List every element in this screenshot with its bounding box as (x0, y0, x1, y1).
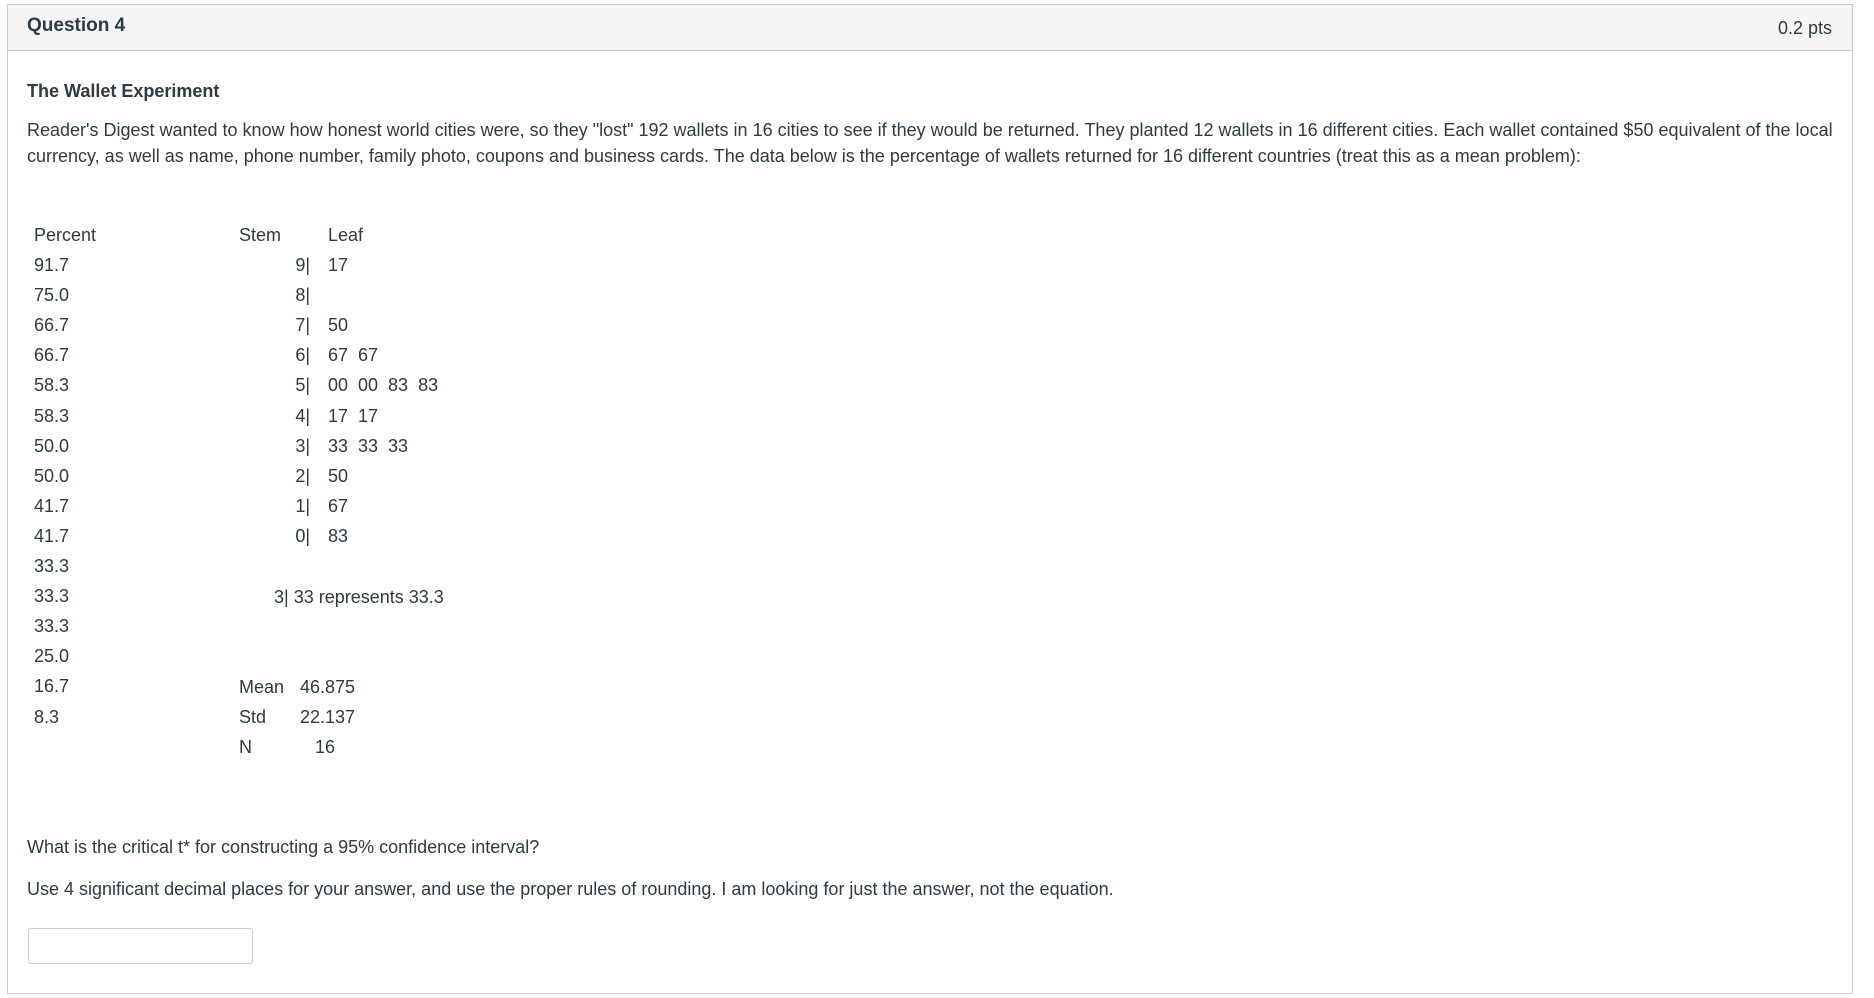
question-name: Question 4 (27, 15, 126, 36)
stem-value: 4| (295, 405, 310, 426)
leaf-header: Leaf (328, 225, 364, 245)
percent-value: 58.3 (34, 405, 70, 426)
percent-value: 75.0 (34, 285, 70, 306)
question-points: 0.2 pts (1777, 18, 1832, 38)
percent-value: 50.0 (34, 435, 70, 456)
percent-value: 41.7 (34, 495, 70, 516)
stem-value: 1| (295, 495, 310, 516)
percent-value: 8.3 (34, 706, 60, 727)
percent-value: 41.7 (34, 525, 70, 546)
percent-value: 33.3 (34, 556, 70, 576)
percent-value: 33.3 (34, 616, 70, 637)
stem-leaf-key: 3| 33 represents 33.3 (274, 587, 444, 607)
question-intro: Reader's Digest wanted to know how honest world cities were, so they "lost" 192 wallets in 16 cities to see if they would be returned. They planted 12 wallets in 16 different cities. Each wallet contained $50 equivalent of the local currency, as well as name, phone number, family photo, coupons and business cards. The data below is the percentage of wallets returned for 16 different countries (treat this as a mean problem): (27, 120, 1833, 166)
prompt-instructions: Use 4 significant decimal places for your answer, and use the proper rules of rounding. I am looking for just the answer, not the equation. (27, 879, 1114, 899)
stem-value: 2| (295, 465, 310, 486)
stat-std-label: Std (239, 707, 267, 727)
percent-value: 50.0 (34, 465, 70, 486)
leaf-value: 17 (328, 255, 349, 275)
leaf-value: 17 17 (328, 405, 379, 426)
leaf-value: 33 33 33 (328, 435, 409, 456)
leaf-value: 67 (328, 495, 349, 516)
stem-value: 3| (295, 435, 310, 456)
percent-value: 16.7 (34, 676, 70, 697)
percent-value: 66.7 (34, 345, 70, 366)
leaf-value: 67 67 (328, 345, 379, 366)
stat-n-value: 16 (315, 737, 336, 757)
percent-header: Percent (34, 225, 97, 245)
stem-value: 7| (295, 315, 310, 336)
percent-value: 58.3 (34, 375, 70, 396)
stat-n-label: N (239, 737, 252, 757)
question-title: The Wallet Experiment (27, 81, 220, 101)
percent-value: 91.7 (34, 255, 70, 275)
stat-mean-value: 46.875 (300, 677, 356, 697)
stem-value: 8| (295, 285, 310, 306)
leaf-value: 83 (328, 525, 349, 546)
stem-value: 6| (295, 345, 310, 366)
question-header (8, 5, 1852, 51)
leaf-value: 00 00 83 83 (328, 375, 439, 396)
percent-value: 25.0 (34, 646, 70, 667)
stat-mean-label: Mean (239, 677, 285, 697)
leaf-value: 50 (328, 315, 349, 336)
percent-value: 66.7 (34, 315, 70, 336)
prompt-question: What is the critical t* for constructing a 95% confidence interval? (27, 837, 540, 857)
percent-value: 33.3 (34, 586, 70, 607)
stem-value: 9| (295, 255, 310, 275)
stem-value: 0| (295, 525, 310, 546)
stem-header: Stem (239, 225, 282, 245)
leaf-value: 50 (328, 465, 349, 486)
stem-value: 5| (295, 375, 310, 396)
answer-input[interactable] (28, 928, 253, 964)
stat-std-value: 22.137 (300, 707, 356, 727)
